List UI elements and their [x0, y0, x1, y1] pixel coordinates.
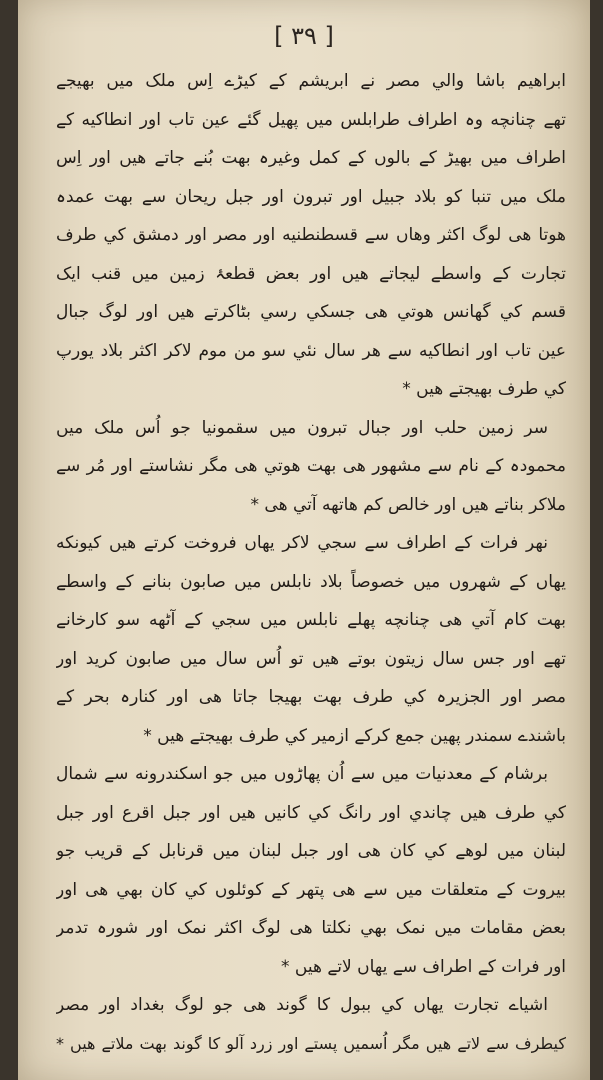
- page-text: [56, 62, 566, 1063]
- text-line: قسم کي گهانس هوتي هی جسکي رسي بٹاکرتے هیں اور لوگ جبال: [56, 302, 566, 322]
- text-line: سر زمین حلب اور جبال تبرون میں سقمونیا جو اُس ملک میں: [56, 417, 548, 438]
- text-line: بیروت کے متعلقات میں سے هی پتهر کے کوئلوں کي کان بهي هی اور: [56, 879, 566, 900]
- text-line: اور فرات کے اطراف سے یهاں لاتے هیں *: [281, 956, 566, 977]
- text-line: هوتا هی لوگ اکثر وهاں سے قسطنطنیه اور مصر اور دمشق کي طرف: [56, 225, 566, 245]
- text-line: بعض مقامات میں نمک بهي نکلتا هی لوگ اکثر نمک اور شورہ تدمر: [56, 918, 566, 938]
- text-line: اشیاے تجارت یهاں کي ببول کا گوند هی جو لوگ بغداد اور مصر: [56, 995, 548, 1015]
- text-line: ملک میں تنبا کو بلاد جبیل اور تبرون اور جبل ریحان سے بهت عمدہ: [56, 186, 566, 207]
- text-line: برشام کے معدنیات میں سے اُن پهاڑوں میں جو اسکندرونه سے شمال: [56, 764, 548, 784]
- text-line: اطراف میں بهیڑ کے بالوں کے کمل وغیرہ بهت بُنے جاتے هیں اور اِس: [56, 148, 566, 168]
- text-line: کیطرف سے لاتے هیں مگر اُسمیں پستے اور زرد آلو کا گوند بهت ملاتے هیں *: [56, 1033, 566, 1053]
- text-line: مصر اور الجزیرہ کي طرف بهت بهیجا جاتا هی اور کنارہ بحر کے: [56, 687, 566, 707]
- text-line: ملاکر بناتے هیں اور خالص کم هاتهه آتي هی *: [250, 494, 566, 515]
- text-line: تهے چنانچه وہ اطراف طرابلس میں پهیل گئے عین تاب اور انطاکیه کے: [56, 109, 566, 130]
- text-line: نهر فرات کے اطراف سے سجي لاکر یهاں فروخت کرتے هیں کیونکه: [56, 533, 548, 553]
- book-page: [18, 0, 590, 1080]
- text-line: لبنان میں لوهے کي کان هی اور جبل لبنان میں قرنابل کے قریب جو: [56, 841, 566, 861]
- text-line: یهاں کے شهروں میں خصوصاً بلاد نابلس میں صابون بنانے کے واسطے: [56, 571, 566, 592]
- text-line: تجارت کے واسطے لیجاتے هیں اور بعض قطعۂ زمین میں قنب ایک: [56, 263, 566, 284]
- text-line: عین تاب اور انطاکیه سے هر سال نئي سو من موم لاکر اکثر بلاد یورپ: [56, 340, 566, 361]
- text-line: بهت کام آتي هی چنانچه پهلے نابلس میں سجي کے آٹهه سو کارخانے: [56, 610, 566, 630]
- text-line: باشندے سمندر پهین جمع کرکے ازمیر کي طرف بهیجتے هیں *: [143, 725, 566, 746]
- text-line: ابراهیم باشا والي مصر نے ابریشم کے کیڑے اِس ملک میں بهیجے: [56, 71, 566, 91]
- text-line: کي طرف بهیجتے هیں *: [402, 379, 566, 399]
- text-line: تهے اور جس سال زیتون بوتے هیں تو اُس سال میں صابون کرید اور: [56, 648, 566, 669]
- text-line: کي طرف هیں چاندي اور رانگ کي کانیں هیں اور جبل اقرع اور جبل: [56, 802, 566, 823]
- text-line: محمودہ کے نام سے مشهور هی بهت هوتي هی مگر نشاستے اور مُر سے: [56, 456, 566, 476]
- page-number: [ ۳۹ ]: [274, 22, 334, 50]
